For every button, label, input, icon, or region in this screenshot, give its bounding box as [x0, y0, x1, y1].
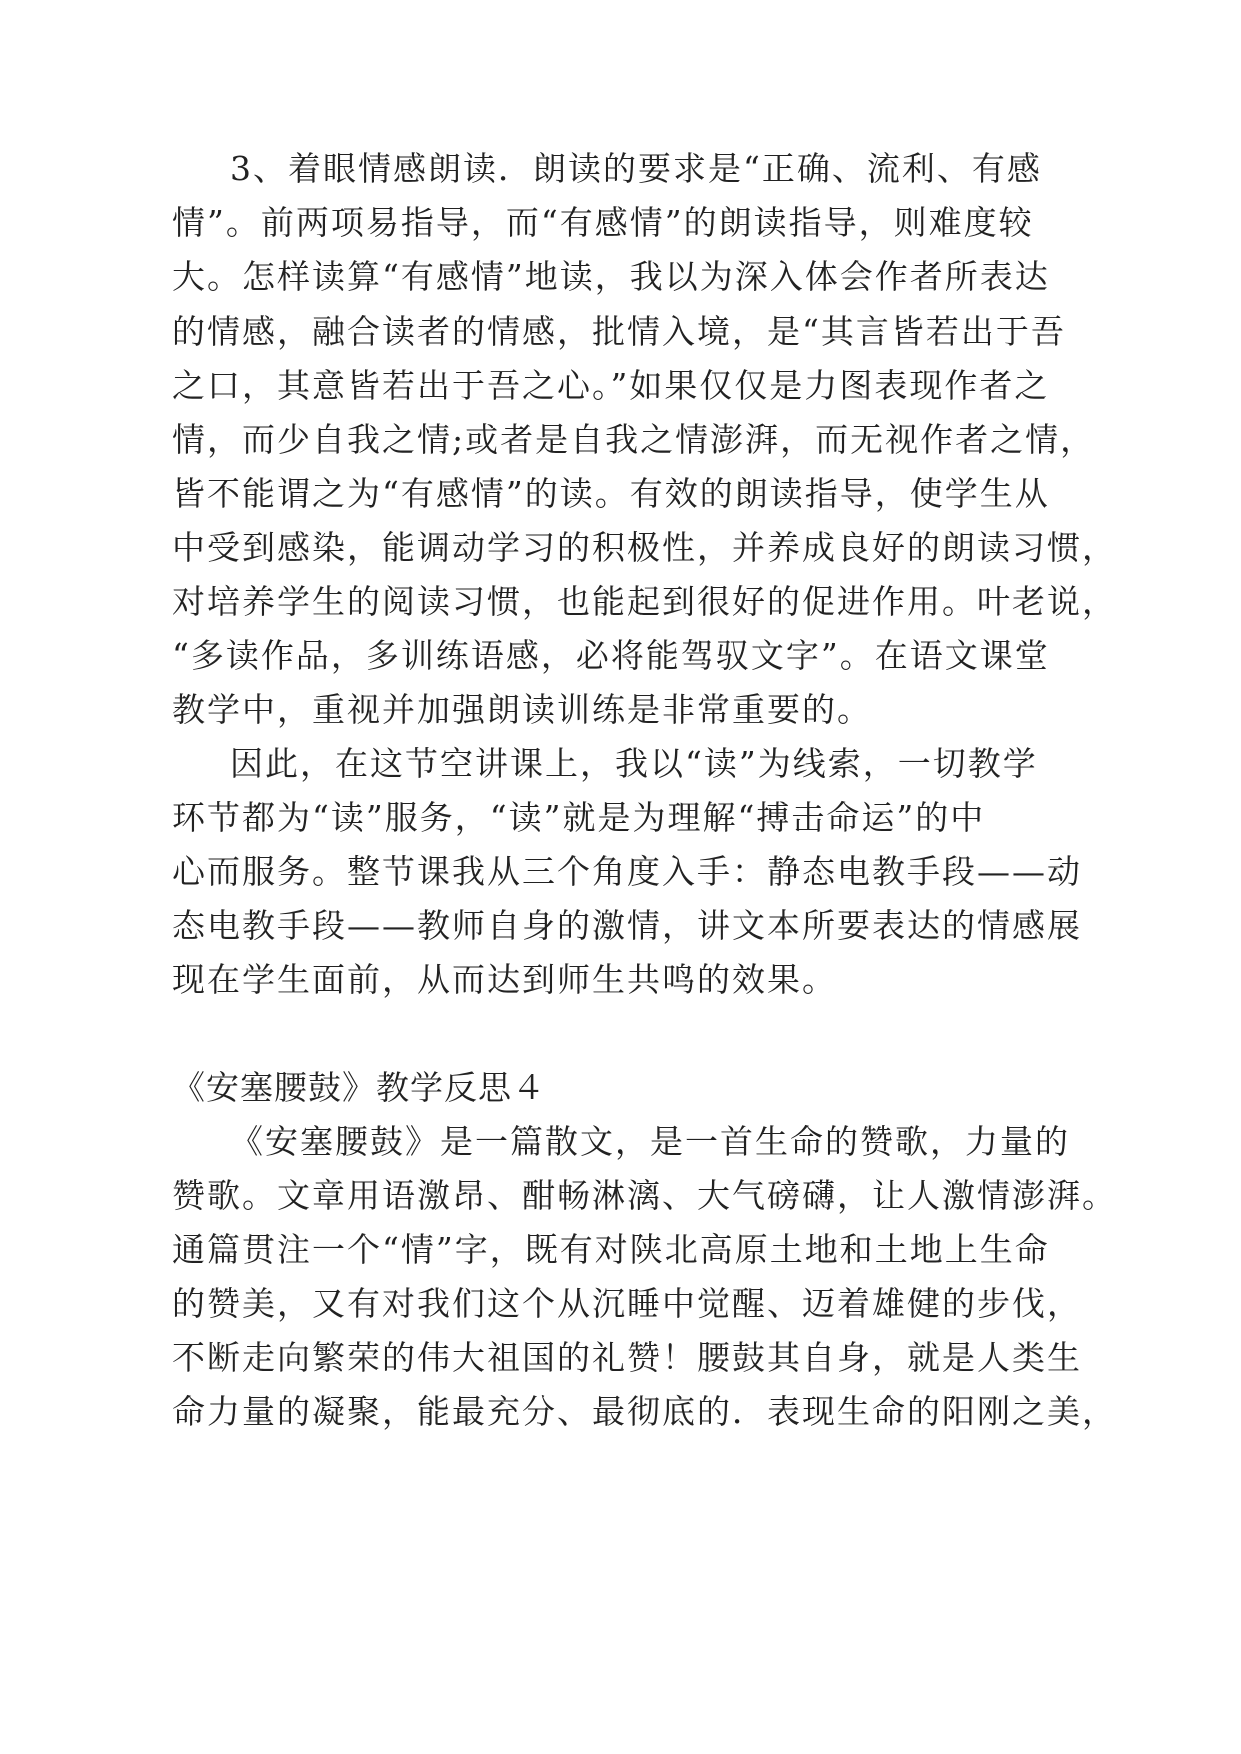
text-line: 大。怎样读算“有感情”地读，我以为深入体会作者所表达	[172, 257, 1050, 296]
text-line: 的情感，融合读者的情感，批情入境，是“其言皆若出于吾	[172, 312, 1066, 351]
text-line: 教学中，重视并加强朗读训练是非常重要的。	[172, 690, 872, 729]
text-line: 命力量的凝聚，能最充分、最彻底的．表现生命的阳刚之美，	[172, 1392, 1117, 1431]
text-line: 对培养学生的阅读习惯，也能起到很好的促进作用。叶老说，	[172, 582, 1117, 621]
text-line: 情，而少自我之情;或者是自我之情澎湃，而无视作者之情，	[172, 420, 1096, 459]
text-line: 情”。前两项易指导，而“有感情”的朗读指导，则难度较	[172, 203, 1034, 242]
text-line: 之口，其意皆若出于吾之心。”如果仅仅是力图表现作者之	[172, 366, 1050, 405]
text-line: 现在学生面前，从而达到师生共鸣的效果。	[172, 960, 837, 999]
text-line: 通篇贯注一个“情”字，既有对陕北高原土地和土地上生命	[172, 1230, 1050, 1269]
section-heading: 《安塞腰鼓》教学反思４	[172, 1068, 546, 1107]
text-line: 3、着眼情感朗读．朗读的要求是“正确、流利、有感	[230, 149, 1042, 188]
text-line: 皆不能谓之为“有感情”的读。有效的朗读指导，使学生从	[172, 474, 1050, 513]
text-line: 不断走向繁荣的伟大祖国的礼赞！腰鼓其自身，就是人类生	[172, 1338, 1082, 1377]
text-line: 环节都为“读”服务，“读”就是为理解“搏击命运”的中	[172, 798, 986, 837]
text-line: 中受到感染，能调动学习的积极性，并养成良好的朗读习惯，	[172, 528, 1117, 567]
text-line: 《安塞腰鼓》是一篇散文，是一首生命的赞歌，力量的	[230, 1122, 1070, 1161]
text-line: 的赞美，又有对我们这个从沉睡中觉醒、迈着雄健的步伐，	[172, 1284, 1082, 1323]
text-line: 态电教手段——教师自身的激情，讲文本所要表达的情感展	[172, 906, 1082, 945]
text-line: “多读作品，多训练语感，必将能驾驭文字”。在语文课堂	[172, 636, 1050, 675]
text-line: 赞歌。文章用语激昂、酣畅淋漓、大气磅礴，让人激情澎湃。	[172, 1176, 1117, 1215]
text-line: 因此，在这节空讲课上，我以“读”为线索，一切教学	[230, 744, 1038, 783]
text-line: 心而服务。整节课我从三个角度入手：静态电教手段——动	[172, 852, 1082, 891]
